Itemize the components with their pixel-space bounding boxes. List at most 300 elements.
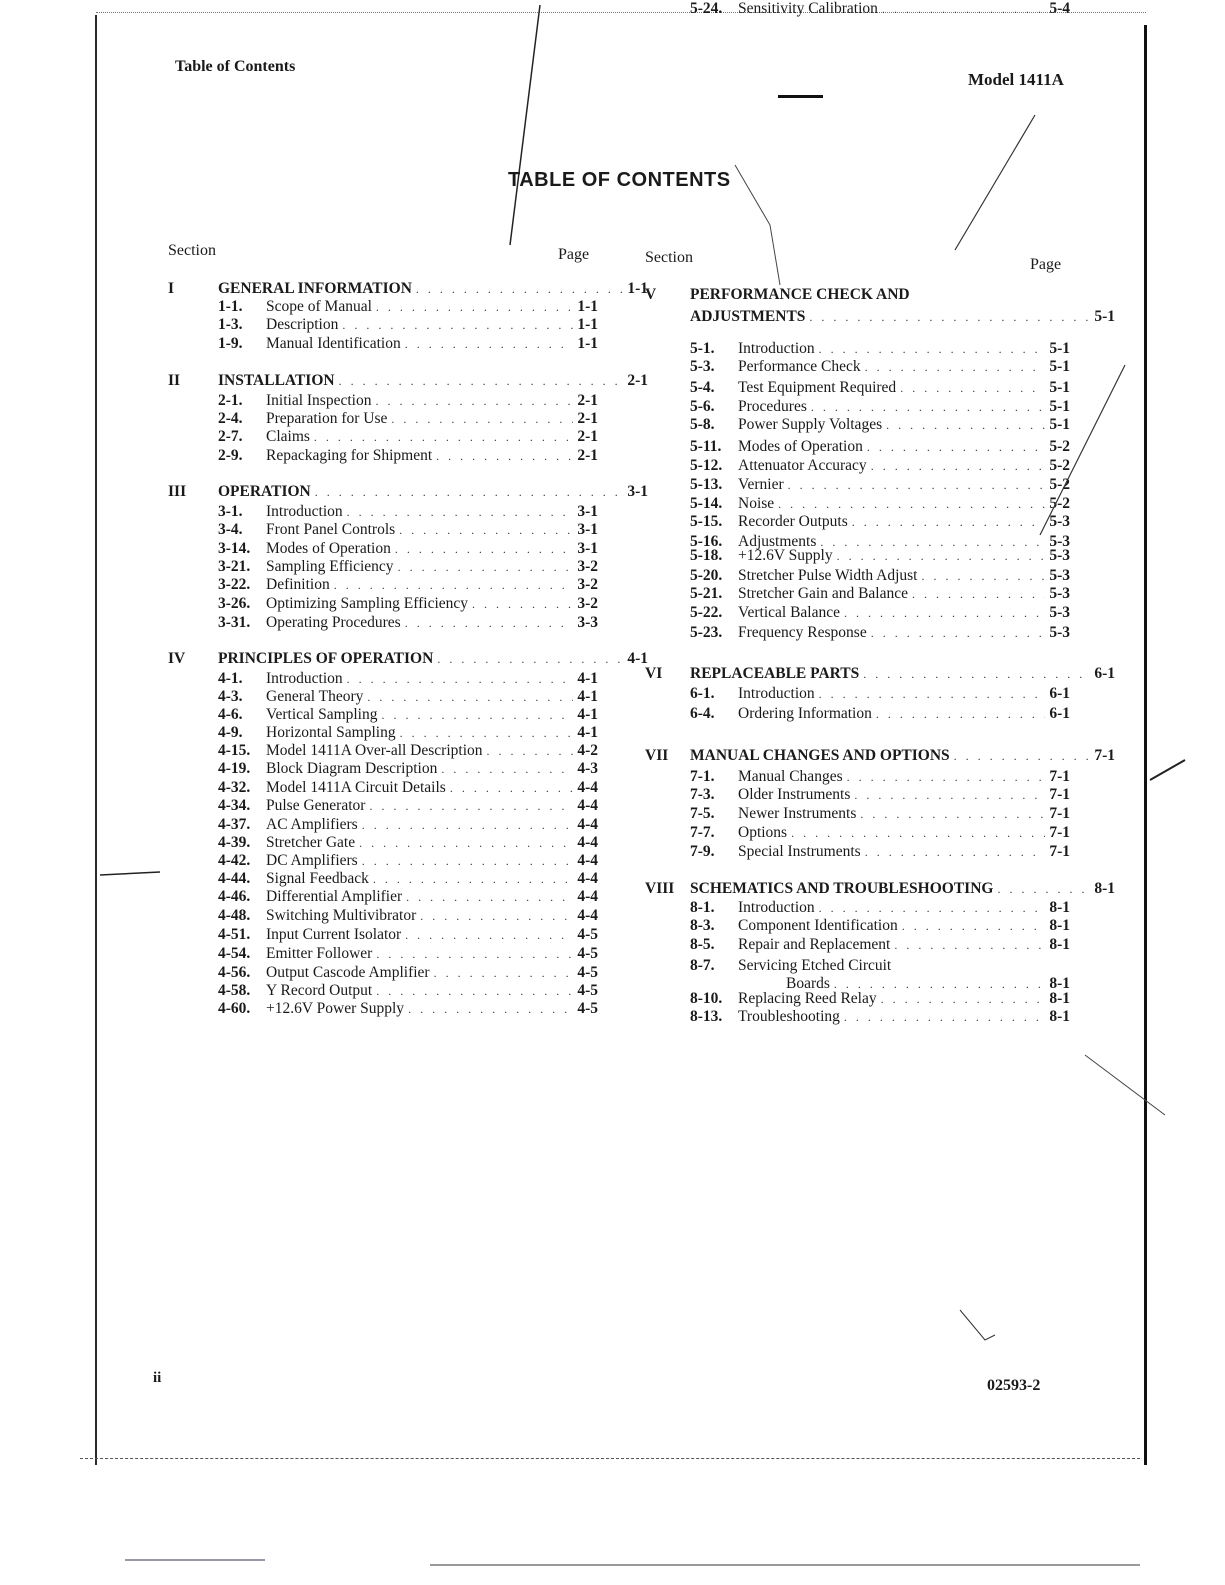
entry-title: Frequency Response <box>738 624 867 641</box>
toc-entry[interactable] <box>218 945 598 963</box>
entry-title: Emitter Follower <box>266 945 373 962</box>
paragraph-number: 7-3. <box>690 786 715 803</box>
paragraph-number: 6-4. <box>690 705 715 722</box>
paragraph-number: 2-1. <box>218 392 243 409</box>
dot-leader <box>359 834 573 852</box>
toc-entry[interactable] <box>218 521 598 539</box>
paragraph-number: 5-1. <box>690 340 715 357</box>
dot-leader <box>778 495 1045 513</box>
dot-leader <box>314 428 573 446</box>
toc-entry[interactable] <box>218 926 598 944</box>
dot-leader <box>472 595 573 613</box>
toc-entry[interactable] <box>218 907 598 925</box>
entry-title: Y Record Output <box>266 982 373 999</box>
dot-leader <box>362 852 574 870</box>
page-ref: 8-1 <box>1094 880 1115 897</box>
page-ref: 5-3 <box>1049 624 1070 641</box>
page-ref: 8-1 <box>1049 899 1070 916</box>
dot-leader <box>339 372 624 390</box>
entry-title: Modes of Operation <box>738 438 863 455</box>
dot-leader <box>871 624 1046 642</box>
toc-entry[interactable] <box>690 547 1070 565</box>
toc-entry[interactable] <box>218 335 598 353</box>
section-title: INSTALLATION <box>218 372 335 389</box>
paragraph-number: 8-3. <box>690 917 715 934</box>
entry-title: Stretcher Gain and Balance <box>738 585 908 602</box>
section-numeral: I <box>168 280 175 297</box>
paragraph-number: 5-15. <box>690 513 723 530</box>
paragraph-number: 2-4. <box>218 410 243 427</box>
section-heading[interactable] <box>645 665 1115 683</box>
paragraph-number: 4-51. <box>218 926 251 943</box>
paragraph-number: 4-3. <box>218 688 243 705</box>
page-ref: 5-1 <box>1049 340 1070 357</box>
paragraph-number: 5-3. <box>690 358 715 375</box>
section-heading[interactable] <box>645 286 1115 304</box>
page-ref: 7-1 <box>1049 805 1070 822</box>
section-title: SCHEMATICS AND TROUBLESHOOTING <box>690 880 994 897</box>
dot-leader <box>487 742 574 760</box>
toc-entry[interactable] <box>690 824 1070 842</box>
toc-entry[interactable] <box>690 917 1070 935</box>
paragraph-number: 7-7. <box>690 824 715 841</box>
toc-entry[interactable] <box>218 760 598 778</box>
paragraph-number: 8-10. <box>690 990 723 1007</box>
entry-title: +12.6V Supply <box>738 547 833 564</box>
page-ref: 3-1 <box>577 503 598 520</box>
toc-entry[interactable] <box>690 604 1070 622</box>
section-numeral: IV <box>168 650 186 667</box>
dot-leader <box>788 476 1046 494</box>
page-ref: 4-4 <box>577 852 598 869</box>
dot-leader <box>391 410 573 428</box>
section-heading[interactable] <box>168 483 648 501</box>
entry-title: Initial Inspection <box>266 392 372 409</box>
toc-entry[interactable] <box>218 447 598 465</box>
toc-entry[interactable] <box>690 476 1070 494</box>
page-ref: 2-1 <box>627 372 648 389</box>
dot-leader <box>882 0 1045 18</box>
dot-leader <box>844 1008 1045 1026</box>
toc-entry[interactable] <box>690 936 1070 954</box>
dot-leader <box>375 392 573 410</box>
dot-leader <box>844 604 1045 622</box>
entry-title: Claims <box>266 428 310 445</box>
section-numeral: VI <box>645 665 663 682</box>
toc-entry[interactable] <box>690 1008 1070 1026</box>
left-page-label: Page <box>558 246 590 263</box>
page-ref: 7-1 <box>1049 786 1070 803</box>
page-ref: 3-2 <box>577 558 598 575</box>
entry-title: Performance Check <box>738 358 861 375</box>
dot-leader <box>376 982 573 1000</box>
page-ref: 2-1 <box>577 392 598 409</box>
paragraph-number: 5-14. <box>690 495 723 512</box>
dot-leader <box>367 688 573 706</box>
entry-title: Introduction <box>738 899 815 916</box>
page-ref: 3-2 <box>577 576 598 593</box>
page-ref: 5-3 <box>1049 533 1070 550</box>
page-ref: 6-1 <box>1094 665 1115 682</box>
page-ref: 4-5 <box>577 964 598 981</box>
section-heading[interactable] <box>168 372 648 390</box>
toc-entry[interactable] <box>218 888 598 906</box>
section-heading[interactable] <box>645 880 1115 898</box>
paragraph-number: 8-5. <box>690 936 715 953</box>
dot-leader <box>395 540 573 558</box>
paragraph-number: 3-31. <box>218 614 251 631</box>
entry-title: Repair and Replacement <box>738 936 891 953</box>
entry-title: AC Amplifiers <box>266 816 358 833</box>
toc-entry[interactable] <box>218 503 598 521</box>
paragraph-number: 5-16. <box>690 533 723 550</box>
dot-leader <box>954 747 1091 765</box>
section-heading[interactable] <box>168 650 648 668</box>
toc-entry[interactable] <box>690 398 1070 416</box>
paragraph-number: 1-9. <box>218 335 243 352</box>
paragraph-number: 3-22. <box>218 576 251 593</box>
paragraph-number: 4-39. <box>218 834 251 851</box>
paragraph-number: 5-20. <box>690 567 723 584</box>
entry-title: Horizontal Sampling <box>266 724 396 741</box>
section-heading[interactable] <box>645 747 1115 765</box>
toc-entry[interactable] <box>218 540 598 558</box>
dot-leader <box>408 1000 573 1018</box>
entry-title: Attenuator Accuracy <box>738 457 867 474</box>
page-ref: 5-3 <box>1049 567 1070 584</box>
toc-entry[interactable] <box>218 870 598 888</box>
page-ref: 2-1 <box>577 410 598 427</box>
dot-leader <box>400 724 574 742</box>
entry-title: Pulse Generator <box>266 797 366 814</box>
dot-leader <box>347 670 574 688</box>
paragraph-number: 1-1. <box>218 298 243 315</box>
toc-entry[interactable] <box>218 595 598 613</box>
toc-entry[interactable] <box>690 768 1070 786</box>
entry-title: Signal Feedback <box>266 870 369 887</box>
dot-leader <box>406 888 573 906</box>
dot-leader <box>450 779 574 797</box>
page-ref: 4-5 <box>577 982 598 999</box>
toc-entry[interactable] <box>218 964 598 982</box>
toc-entry[interactable] <box>690 379 1070 397</box>
toc-entry[interactable] <box>690 513 1070 531</box>
page-ref: 7-1 <box>1094 747 1115 764</box>
entry-title: Differential Amplifier <box>266 888 403 905</box>
entry-title: Servicing Etched Circuit <box>738 957 892 974</box>
toc-entry[interactable] <box>218 316 598 334</box>
dot-leader <box>847 768 1046 786</box>
paragraph-number: 5-4. <box>690 379 715 396</box>
section-numeral: V <box>645 286 657 303</box>
section-numeral: VIII <box>645 880 675 897</box>
page-ref: 8-1 <box>1049 936 1070 953</box>
entry-title: Optimizing Sampling Efficiency <box>266 595 469 612</box>
toc-entry[interactable] <box>690 358 1070 376</box>
paragraph-number: 8-7. <box>690 957 715 974</box>
entry-title-continued: Boards <box>786 975 830 992</box>
toc-entry[interactable] <box>690 843 1070 861</box>
entry-title: Stretcher Gate <box>266 834 356 851</box>
entry-title: Options <box>738 824 788 841</box>
toc-entry[interactable] <box>218 982 598 1000</box>
dot-leader <box>811 398 1045 416</box>
page-ref: 3-1 <box>627 483 648 500</box>
paragraph-number: 3-14. <box>218 540 251 557</box>
paragraph-number: 1-3. <box>218 316 243 333</box>
dot-leader <box>369 797 573 815</box>
toc-entry[interactable] <box>218 392 598 410</box>
paragraph-number: 7-5. <box>690 805 715 822</box>
dot-leader <box>921 567 1045 585</box>
section-title-continued: ADJUSTMENTS <box>690 308 806 325</box>
dot-leader <box>441 760 573 778</box>
page-ref: 1-1 <box>627 280 648 297</box>
paragraph-number: 4-42. <box>218 852 251 869</box>
entry-title: Replacing Reed Relay <box>738 990 877 1007</box>
dot-leader <box>398 558 574 576</box>
page-ref: 4-2 <box>577 742 598 759</box>
page-ref: 4-5 <box>577 1000 598 1017</box>
entry-title: Introduction <box>738 340 815 357</box>
paragraph-number: 8-1. <box>690 899 715 916</box>
entry-title: Output Cascode Amplifier <box>266 964 430 981</box>
page-ref: 3-1 <box>577 540 598 557</box>
page-ref: 4-4 <box>577 907 598 924</box>
section-numeral: III <box>168 483 187 500</box>
page-ref: 5-1 <box>1049 398 1070 415</box>
toc-entry[interactable] <box>218 724 598 742</box>
dot-leader <box>894 936 1045 954</box>
entry-title: Model 1411A Circuit Details <box>266 779 446 796</box>
toc-entry[interactable] <box>690 457 1070 475</box>
toc-entry[interactable] <box>218 834 598 852</box>
page-ref: 8-1 <box>1049 975 1070 992</box>
right-page-label: Page <box>1030 256 1062 273</box>
dot-leader <box>334 576 574 594</box>
toc-entry[interactable] <box>690 685 1070 703</box>
dot-leader <box>997 880 1090 898</box>
toc-entry[interactable] <box>690 0 1070 18</box>
entry-title: Switching Multivibrator <box>266 907 417 924</box>
entry-title: Recorder Outputs <box>738 513 848 530</box>
paragraph-number: 5-24. <box>690 0 723 17</box>
page-ref: 5-2 <box>1049 457 1070 474</box>
toc-entry[interactable] <box>218 816 598 834</box>
paragraph-number: 4-56. <box>218 964 251 981</box>
toc-entry[interactable] <box>690 495 1070 513</box>
toc-entry[interactable] <box>690 438 1070 456</box>
paragraph-number: 4-9. <box>218 724 243 741</box>
dot-leader <box>399 521 573 539</box>
page-border-left <box>95 15 97 1465</box>
toc-entry[interactable] <box>690 899 1070 917</box>
toc-entry[interactable] <box>690 585 1070 603</box>
paragraph-number: 4-58. <box>218 982 251 999</box>
page-number: ii <box>153 1370 162 1386</box>
toc-entry[interactable] <box>218 742 598 760</box>
page-ref: 3-3 <box>577 614 598 631</box>
paragraph-number: 4-48. <box>218 907 251 924</box>
page-title: TABLE OF CONTENTS <box>508 169 731 191</box>
dot-leader <box>373 870 573 888</box>
section-title: PERFORMANCE CHECK AND <box>690 286 910 303</box>
toc-entry[interactable] <box>690 705 1070 723</box>
section-title: MANUAL CHANGES AND OPTIONS <box>690 747 950 764</box>
page-ref: 3-1 <box>577 521 598 538</box>
entry-title: Component Identification <box>738 917 898 934</box>
toc-entry[interactable] <box>218 614 598 632</box>
toc-entry[interactable] <box>218 779 598 797</box>
dot-leader <box>819 685 1046 703</box>
entry-title: DC Amplifiers <box>266 852 358 869</box>
toc-entry[interactable] <box>690 624 1070 642</box>
dot-leader <box>852 513 1046 531</box>
page-ref: 4-1 <box>577 706 598 723</box>
toc-entry[interactable] <box>218 852 598 870</box>
toc-entry[interactable] <box>218 428 598 446</box>
right-section-label: Section <box>645 249 693 266</box>
page-border-right <box>1144 25 1147 1465</box>
toc-entry[interactable] <box>218 706 598 724</box>
page-ref: 6-1 <box>1049 685 1070 702</box>
entry-title: Operating Procedures <box>266 614 401 631</box>
dot-leader <box>819 899 1046 917</box>
paragraph-number: 4-6. <box>218 706 243 723</box>
page-ref: 5-2 <box>1049 495 1070 512</box>
toc-entry[interactable] <box>218 410 598 428</box>
dot-leader <box>376 298 573 316</box>
page-ref: 6-1 <box>1049 705 1070 722</box>
dot-leader <box>362 816 574 834</box>
running-header-left: Table of Contents <box>175 58 296 75</box>
left-section-label: Section <box>168 242 216 259</box>
entry-title: Block Diagram Description <box>266 760 438 777</box>
entry-title: Stretcher Pulse Width Adjust <box>738 567 918 584</box>
page-ref: 4-3 <box>577 760 598 777</box>
page-ref: 5-3 <box>1049 585 1070 602</box>
entry-title: Ordering Information <box>738 705 872 722</box>
entry-title: Newer Instruments <box>738 805 857 822</box>
dot-leader <box>881 990 1046 1008</box>
dot-leader <box>347 503 574 521</box>
entry-title: Modes of Operation <box>266 540 391 557</box>
dot-leader <box>912 585 1045 603</box>
paragraph-number: 5-13. <box>690 476 723 493</box>
paragraph-number: 4-44. <box>218 870 251 887</box>
entry-title: Power Supply Voltages <box>738 416 883 433</box>
toc-entry[interactable] <box>218 558 598 576</box>
toc-entry[interactable] <box>690 340 1070 358</box>
section-heading[interactable] <box>168 280 648 298</box>
page-ref: 5-1 <box>1094 308 1115 325</box>
entry-title: Input Current Isolator <box>266 926 402 943</box>
page-ref: 5-3 <box>1049 604 1070 621</box>
page-ref: 5-4 <box>1049 0 1070 17</box>
toc-entry[interactable] <box>690 990 1070 1008</box>
page-border-bottom <box>80 1458 1140 1460</box>
entry-title: Procedures <box>738 398 807 415</box>
paragraph-number: 5-23. <box>690 624 723 641</box>
dot-leader <box>837 547 1046 565</box>
page-ref: 5-2 <box>1049 438 1070 455</box>
entry-title: Preparation for Use <box>266 410 388 427</box>
toc-entry[interactable] <box>218 298 598 316</box>
page-ref: 8-1 <box>1049 990 1070 1007</box>
toc-entry[interactable] <box>690 786 1070 804</box>
toc-entry[interactable] <box>218 576 598 594</box>
page-ref: 4-1 <box>627 650 648 667</box>
entry-title: Introduction <box>266 503 343 520</box>
toc-entry[interactable] <box>218 670 598 688</box>
dot-leader <box>886 416 1045 434</box>
entry-title: +12.6V Power Supply <box>266 1000 405 1017</box>
section-heading-continued[interactable] <box>645 308 1115 326</box>
dot-leader <box>376 945 573 963</box>
toc-entry[interactable] <box>218 688 598 706</box>
page-ref: 1-1 <box>577 335 598 352</box>
entry-title: Troubleshooting <box>738 1008 840 1025</box>
toc-entry[interactable] <box>218 1000 598 1018</box>
toc-entry[interactable] <box>218 797 598 815</box>
dot-leader <box>865 843 1046 861</box>
page-ref: 4-4 <box>577 797 598 814</box>
entry-title: Introduction <box>266 670 343 687</box>
entry-title: Introduction <box>738 685 815 702</box>
page-ref: 4-5 <box>577 945 598 962</box>
dot-leader <box>902 917 1046 935</box>
toc-entry[interactable] <box>690 416 1070 434</box>
page-ref: 7-1 <box>1049 768 1070 785</box>
paragraph-number: 4-54. <box>218 945 251 962</box>
paragraph-number: 4-19. <box>218 760 251 777</box>
dot-leader <box>809 308 1090 326</box>
entry-title: Vernier <box>738 476 784 493</box>
paragraph-number: 4-32. <box>218 779 251 796</box>
toc-entry[interactable] <box>690 805 1070 823</box>
paragraph-number: 5-18. <box>690 547 723 564</box>
paragraph-number: 7-9. <box>690 843 715 860</box>
paragraph-number: 3-26. <box>218 595 251 612</box>
paragraph-number: 6-1. <box>690 685 715 702</box>
entry-title: Manual Identification <box>266 335 401 352</box>
entry-title: General Theory <box>266 688 364 705</box>
paragraph-number: 5-8. <box>690 416 715 433</box>
page-ref: 5-3 <box>1049 513 1070 530</box>
dot-leader <box>405 614 574 632</box>
toc-entry[interactable] <box>690 567 1070 585</box>
paragraph-number: 4-46. <box>218 888 251 905</box>
page-ref: 5-1 <box>1049 416 1070 433</box>
dot-leader <box>434 964 574 982</box>
entry-title: Vertical Sampling <box>266 706 378 723</box>
page-ref: 2-1 <box>577 447 598 464</box>
entry-title: Repackaging for Shipment <box>266 447 433 464</box>
paragraph-number: 2-7. <box>218 428 243 445</box>
dot-leader <box>854 786 1045 804</box>
entry-title: Test Equipment Required <box>738 379 897 396</box>
entry-title: Description <box>266 316 339 333</box>
section-title: PRINCIPLES OF OPERATION <box>218 650 434 667</box>
page-ref: 4-5 <box>577 926 598 943</box>
section-title: OPERATION <box>218 483 311 500</box>
entry-title: Scope of Manual <box>266 298 372 315</box>
page-ref: 4-1 <box>577 688 598 705</box>
toc-entry[interactable] <box>690 957 1070 975</box>
paragraph-number: 4-37. <box>218 816 251 833</box>
page-ref: 5-3 <box>1049 547 1070 564</box>
entry-title: Older Instruments <box>738 786 851 803</box>
